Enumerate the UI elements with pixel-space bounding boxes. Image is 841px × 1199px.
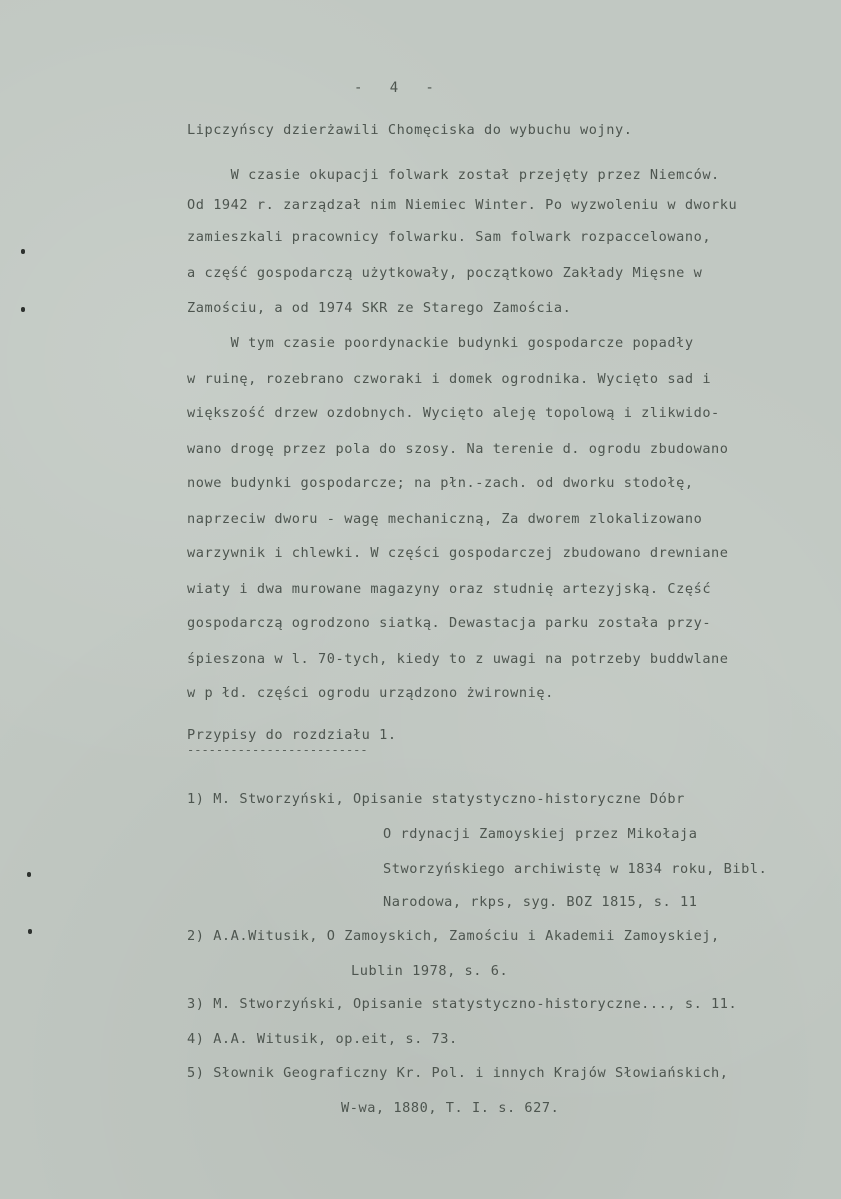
margin-speck (21, 307, 25, 312)
body-line: naprzeciw dworu - wagę mechaniczną, Za dworem zlokalizowano (187, 511, 703, 527)
footnote-line: W-wa, 1880, T. I. s. 627. (341, 1100, 560, 1116)
body-line: a część gospodarczą użytkowały, początkowo Zakłady Mięsne w (187, 265, 703, 281)
footnote-line: 1) M. Stworzyński, Opisanie statystyczno-historyczne Dóbr (187, 791, 685, 807)
footnote-line: 3) M. Stworzyński, Opisanie statystyczno-historyczne..., s. 11. (187, 996, 738, 1012)
footnote-line: 2) A.A.Witusik, O Zamoyskich, Zamościu i Akademii Zamoyskiej, (187, 928, 720, 944)
body-line: w p łd. części ogrodu urządzono żwirownię. (187, 685, 554, 701)
footnote-line: Narodowa, rkps, syg. BOZ 1815, s. 11 (383, 894, 698, 910)
body-line: większość drzew ozdobnych. Wycięto aleję topolową i zlikwido- (187, 405, 720, 421)
footnote-line: 5) Słownik Geograficzny Kr. Pol. i innych Krajów Słowiańskich, (187, 1065, 729, 1081)
body-line: zamieszkali pracownicy folwarku. Sam folwark rozpaccelowano, (187, 229, 712, 245)
body-line: warzywnik i chlewki. W części gospodarczej zbudowano drewniane (187, 545, 729, 561)
margin-speck (28, 929, 32, 934)
margin-speck (27, 872, 31, 877)
body-line: gospodarczą ogrodzono siatką. Dewastacja parku została przy- (187, 615, 712, 631)
body-line: Od 1942 r. zarządzał nim Niemiec Winter. Po wyzwoleniu w dworku (187, 197, 738, 213)
margin-speck (21, 249, 25, 254)
heading-underline: ------------------------- (187, 743, 368, 757)
body-line: W czasie okupacji folwark został przejęty przez Niemców. (187, 167, 720, 183)
footnotes-heading: Przypisy do rozdziału 1. (187, 727, 397, 743)
footnote-line: O rdynacji Zamoyskiej przez Mikołaja (383, 826, 698, 842)
body-line: nowe budynki gospodarcze; na płn.-zach. od dworku stodołę, (187, 475, 694, 491)
body-line: W tym czasie poordynackie budynki gospodarcze popadły (187, 335, 694, 351)
body-line: wano drogę przez pola do szosy. Na terenie d. ogrodu zbudowano (187, 441, 729, 457)
body-line: wiaty i dwa murowane magazyny oraz studnię artezyjską. Część (187, 581, 712, 597)
footnote-line: Stworzyńskiego archiwistę w 1834 roku, Bibl. (383, 861, 768, 877)
footnote-line: 4) A.A. Witusik, op.eit, s. 73. (187, 1031, 458, 1047)
body-line: śpieszona w l. 70-tych, kiedy to z uwagi na potrzeby buddwlane (187, 651, 729, 667)
body-line: Lipczyńscy dzierżawili Chomęciska do wybuchu wojny. (187, 122, 633, 138)
body-line: Zamościu, a od 1974 SKR ze Starego Zamościa. (187, 300, 572, 316)
footnote-line: Lublin 1978, s. 6. (351, 963, 509, 979)
page-number: - 4 - (354, 80, 435, 96)
body-line: w ruinę, rozebrano czworaki i domek ogrodnika. Wycięto sad i (187, 371, 712, 387)
